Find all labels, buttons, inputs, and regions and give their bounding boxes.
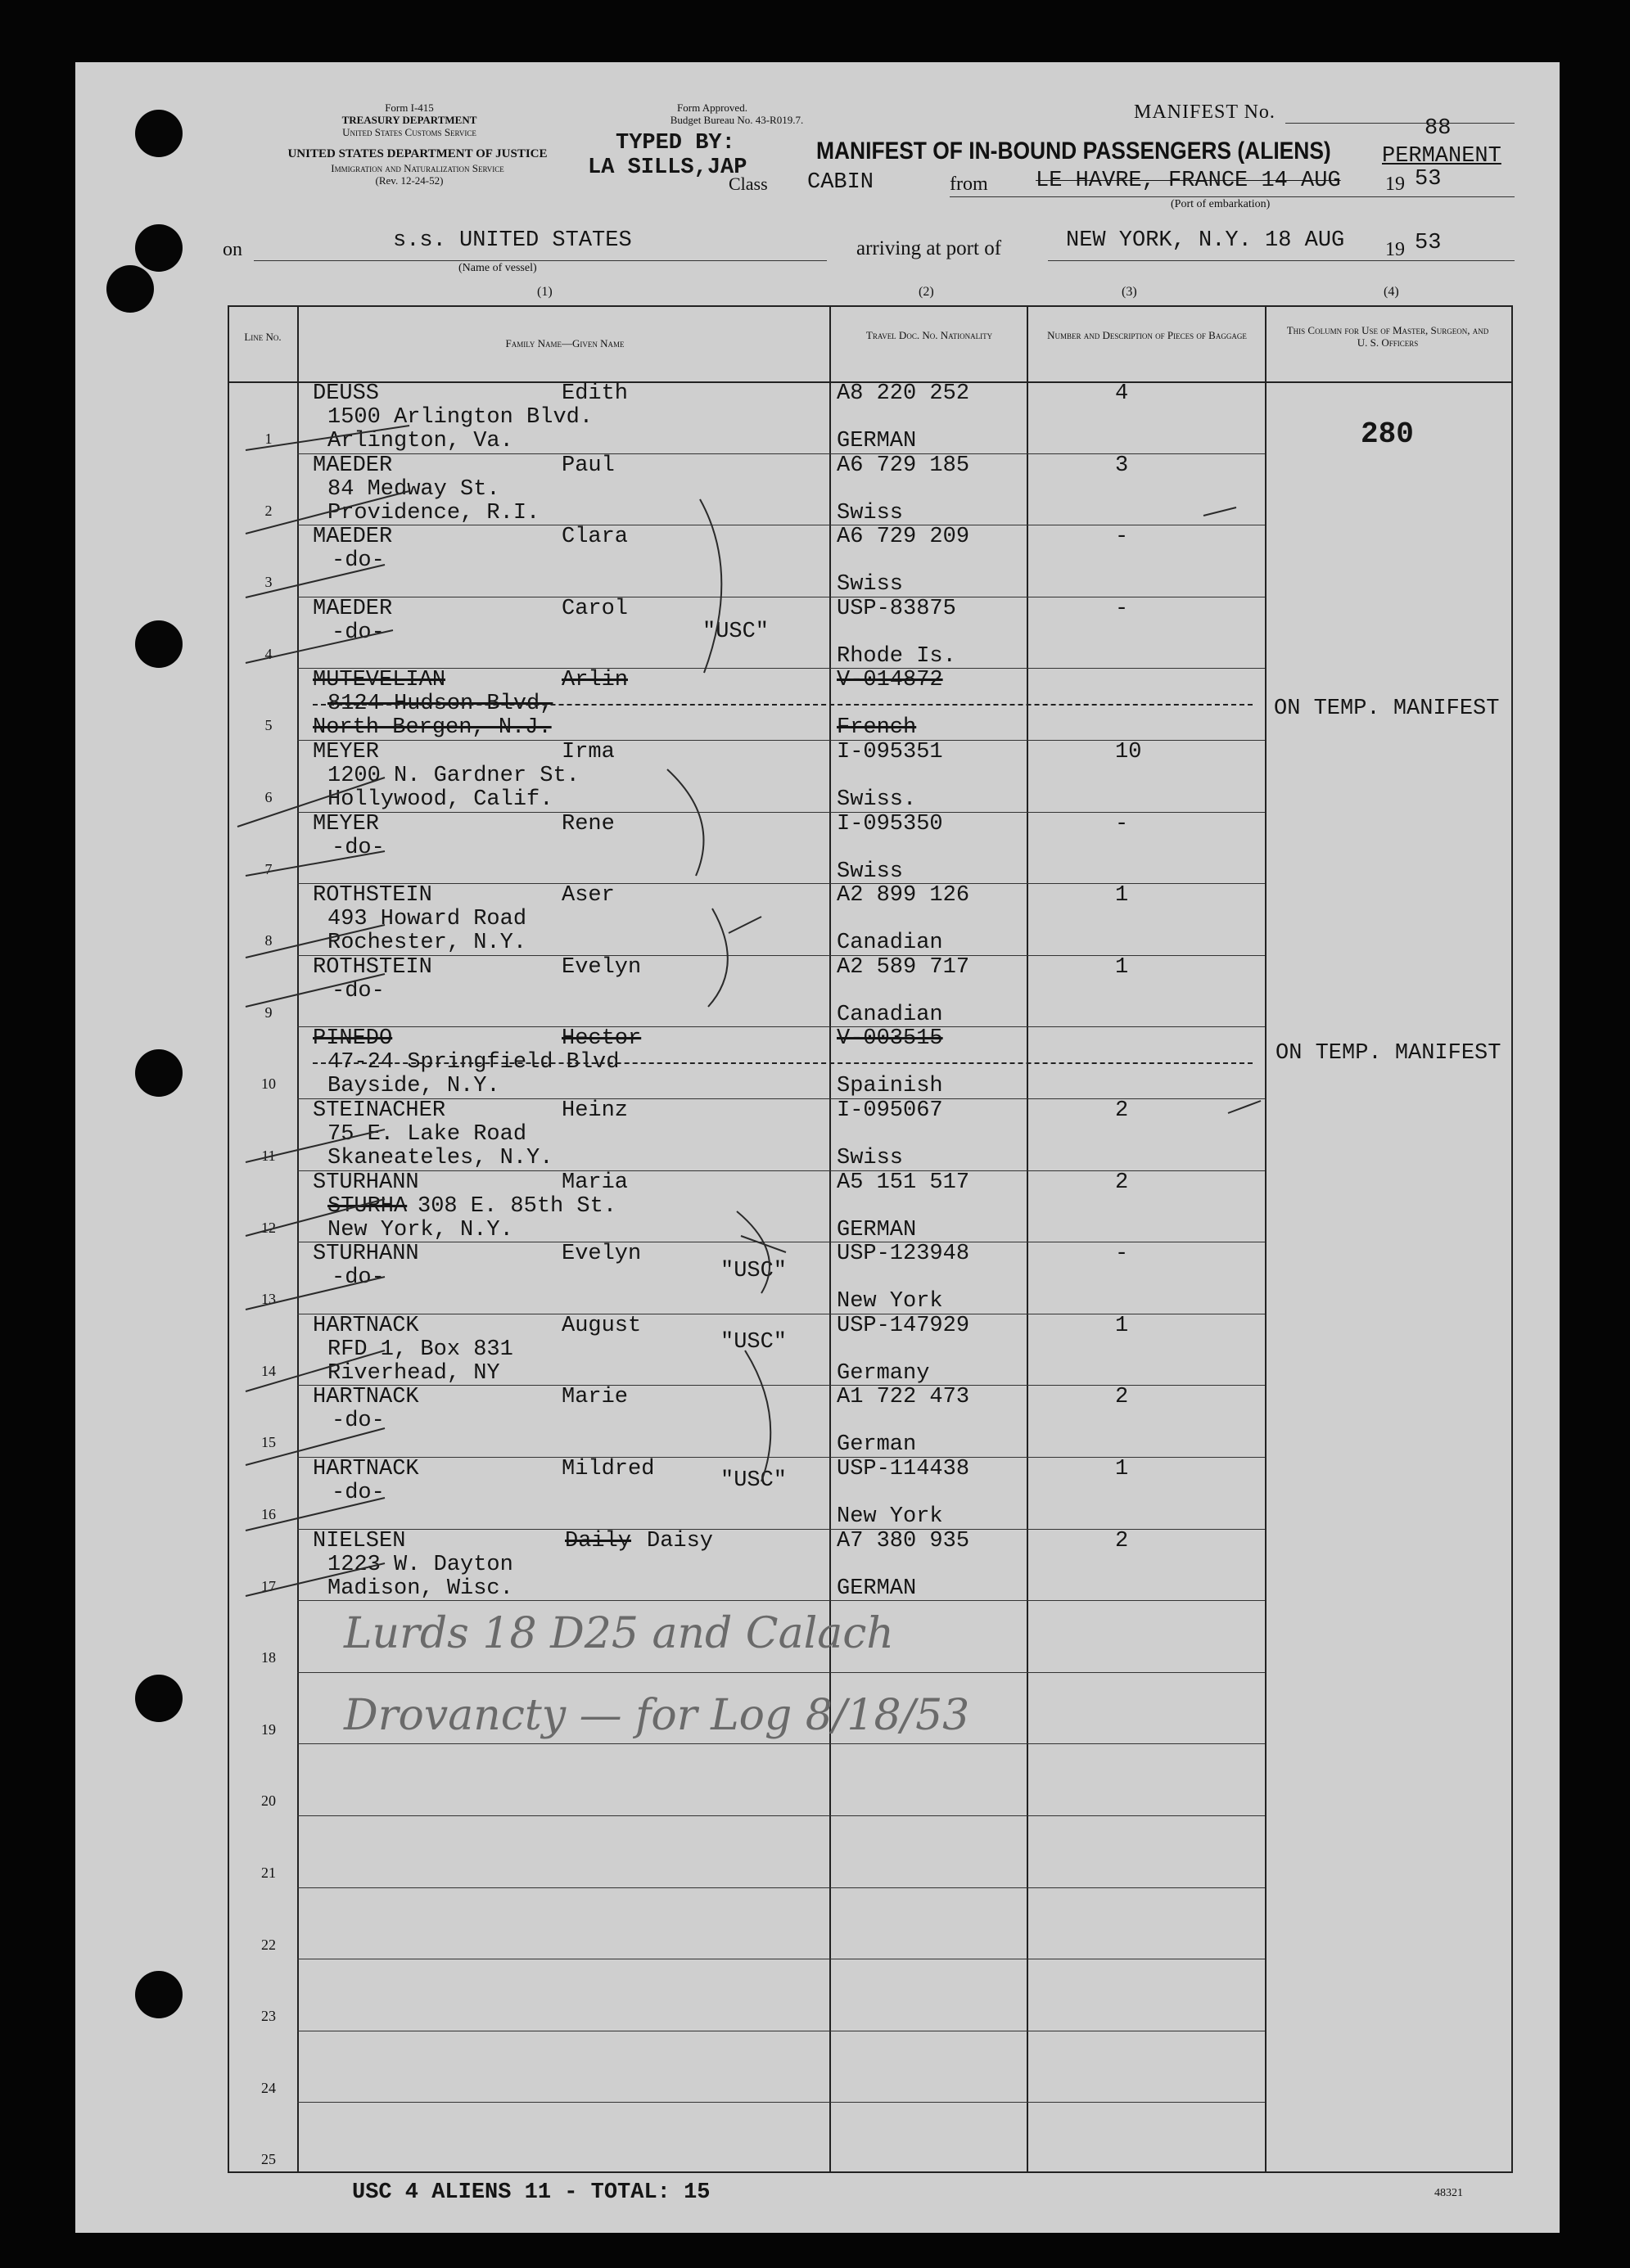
travel-doc-number: A6 729 185 xyxy=(837,453,970,478)
given-name: Edith xyxy=(562,381,629,406)
line-number: 9 xyxy=(264,1003,273,1021)
typist: LA SILLS,JAP xyxy=(588,156,747,180)
arrival-year: 53 xyxy=(1415,231,1442,255)
family-name: PINEDO xyxy=(313,1026,393,1052)
column-number-3: (3) xyxy=(1122,285,1137,299)
line-number: 8 xyxy=(264,932,273,949)
baggage-count: - xyxy=(1115,525,1129,550)
travel-doc-number: USP-83875 xyxy=(837,596,956,621)
line-number: 25 xyxy=(261,2151,276,2168)
travel-doc-number: USP-114438 xyxy=(837,1457,970,1481)
travel-doc-number: V-003515 xyxy=(837,1026,943,1052)
baggage-count: - xyxy=(1115,1242,1129,1267)
travel-doc-number: A1 722 473 xyxy=(837,1385,970,1410)
nationality: Swiss xyxy=(837,572,904,597)
given-name: Irma xyxy=(562,740,615,764)
nationality: New York xyxy=(837,1504,943,1529)
family-name: MAEDER xyxy=(313,453,393,478)
header-name: Family Name—Given Name xyxy=(505,337,625,349)
usc-tag: "USC" xyxy=(720,1259,788,1283)
usc-tag: "USC" xyxy=(702,620,770,644)
nationality: German xyxy=(837,1432,917,1458)
address-line-2: Rochester, N.Y. xyxy=(327,931,527,956)
permanent-label: PERMANENT xyxy=(1382,144,1501,169)
nationality: Canadian xyxy=(837,1002,943,1027)
address-line-1: 84 Medway St. xyxy=(327,476,500,502)
address-line-1: 1223 W. Dayton xyxy=(327,1552,513,1577)
address-line-1: -do- xyxy=(332,1409,385,1434)
line-number: 5 xyxy=(264,717,273,734)
line-number: 4 xyxy=(264,645,273,662)
address-line-1: 75 E. Lake Road xyxy=(327,1122,527,1147)
header-line-no: Line No. xyxy=(244,331,282,343)
address-line-2: Madison, Wisc. xyxy=(327,1576,513,1601)
address-line-2: Riverhead, NY xyxy=(327,1360,500,1386)
line-number: 1 xyxy=(264,431,273,447)
department-of-justice: UNITED STATES DEPARTMENT OF JUSTICE xyxy=(287,147,548,160)
line-number: 22 xyxy=(261,1936,276,1953)
baggage-count: - xyxy=(1115,811,1129,836)
line-number: 3 xyxy=(264,574,273,591)
vessel-name-label: (Name of vessel) xyxy=(458,262,537,274)
address-line-1: -do- xyxy=(332,1265,385,1291)
travel-doc-number: V-014872 xyxy=(837,668,943,693)
address-line-1: 308 E. 85th St. xyxy=(418,1193,617,1219)
baggage-count: 2 xyxy=(1115,1098,1129,1123)
handwritten-note: Drovancty — for Log 8/18/53 xyxy=(344,1691,970,1740)
line-number: 20 xyxy=(261,1792,276,1810)
address-line-1: -do- xyxy=(332,978,385,1003)
given-name: Evelyn xyxy=(562,1242,642,1267)
arriving-label: arriving at port of xyxy=(856,237,1002,259)
column-number-2: (2) xyxy=(919,285,934,299)
nationality: Germany xyxy=(837,1360,930,1386)
line-number: 6 xyxy=(264,789,273,805)
address-line-1: 8124 Hudson Blvd, xyxy=(327,692,553,717)
baggage-count: 2 xyxy=(1115,1528,1129,1553)
family-name: MAEDER xyxy=(313,596,393,621)
class-value: CABIN xyxy=(807,170,874,195)
from-label: from xyxy=(950,174,988,195)
vessel-name: s.s. UNITED STATES xyxy=(393,228,632,253)
family-name: MUTEVELIAN xyxy=(313,668,446,693)
given-name: Clara xyxy=(562,525,629,550)
manifest-number: 88 xyxy=(1425,116,1452,141)
given-name: Maria xyxy=(562,1170,629,1195)
address-line-2: New York, N.Y. xyxy=(327,1217,513,1242)
travel-doc-number: A2 899 126 xyxy=(837,883,970,909)
header-baggage: Number and Description of Pieces of Baggage xyxy=(1047,329,1247,341)
line-number: 23 xyxy=(261,2008,276,2025)
address-line-1: -do- xyxy=(332,835,385,860)
treasury-department: TREASURY DEPARTMENT xyxy=(341,114,477,126)
port-of-embarkation: LE HAVRE, FRANCE 14 AUG xyxy=(1036,169,1341,193)
family-name: ROTHSTEIN xyxy=(313,954,432,980)
typed-by-label: TYPED BY: xyxy=(616,131,735,156)
address-line-1: 1200 N. Gardner St. xyxy=(327,764,580,788)
embark-year: 53 xyxy=(1415,167,1442,192)
line-number: 12 xyxy=(261,1219,276,1236)
address-line-1: 493 Howard Road xyxy=(327,907,527,932)
address-struck: STURHA xyxy=(327,1193,408,1219)
given-name: Marie xyxy=(562,1385,629,1410)
given-name: Rene xyxy=(562,811,615,836)
travel-doc-number: A5 151 517 xyxy=(837,1170,970,1195)
line-number: 16 xyxy=(261,1506,276,1522)
given-name: Daisy xyxy=(647,1528,714,1553)
ins-label: Immigration and Naturalization Service xyxy=(331,162,504,174)
line-number: 18 xyxy=(261,1649,276,1666)
nationality: GERMAN xyxy=(837,429,917,453)
given-name: Aser xyxy=(562,883,615,909)
family-name: NIELSEN xyxy=(313,1528,406,1553)
nationality: Swiss xyxy=(837,859,904,884)
address-line-1: RFD 1, Box 831 xyxy=(327,1337,513,1362)
nationality: Canadian xyxy=(837,931,943,956)
line-number: 13 xyxy=(261,1291,276,1308)
line-number: 19 xyxy=(261,1720,276,1738)
usc-tag: "USC" xyxy=(720,1330,788,1355)
travel-doc-number: A6 729 209 xyxy=(837,525,970,550)
baggage-count: 1 xyxy=(1115,954,1129,980)
family-name: MEYER xyxy=(313,740,380,764)
header-travel-doc: Travel Doc. No. Nationality xyxy=(865,329,993,341)
arrival-year-prefix: 19 xyxy=(1385,239,1405,260)
line-number: 11 xyxy=(261,1148,276,1164)
arrival-port: NEW YORK, N.Y. 18 AUG xyxy=(1066,228,1345,253)
travel-doc-number: A2 589 717 xyxy=(837,954,970,980)
family-name: ROTHSTEIN xyxy=(313,883,432,909)
family-name: MAEDER xyxy=(313,525,393,550)
budget-bureau: Budget Bureau No. 43-R019.7. xyxy=(670,114,804,126)
nationality: Rhode Is. xyxy=(837,643,956,669)
nationality: Spainish xyxy=(837,1074,943,1099)
family-name: HARTNACK xyxy=(313,1457,419,1481)
family-name: HARTNACK xyxy=(313,1385,419,1410)
line-number: 24 xyxy=(261,2079,276,2096)
family-name: MEYER xyxy=(313,811,380,836)
handwritten-note: Lurds 18 D25 and Calach xyxy=(344,1609,894,1658)
nationality: Swiss. xyxy=(837,787,917,812)
manifest-title: MANIFEST OF IN-BOUND PASSENGERS (ALIENS) xyxy=(816,138,1331,165)
address-line-1: -do- xyxy=(332,548,385,574)
nationality: GERMAN xyxy=(837,1576,917,1601)
baggage-count: 1 xyxy=(1115,883,1129,909)
manifest-number-label: MANIFEST No. xyxy=(1134,101,1276,123)
column-number-1: (1) xyxy=(537,285,553,299)
form-revision: (Rev. 12-24-52) xyxy=(375,174,444,187)
travel-doc-number: I-095067 xyxy=(837,1098,943,1123)
line-number: 2 xyxy=(264,502,273,519)
travel-doc-number: I-095351 xyxy=(837,740,943,764)
form-number: Form I-415 xyxy=(385,101,434,114)
travel-doc-number: A7 380 935 xyxy=(837,1528,970,1553)
baggage-count: - xyxy=(1115,596,1129,621)
baggage-count: 4 xyxy=(1115,381,1129,406)
line-number: 14 xyxy=(261,1362,276,1379)
on-label: on xyxy=(223,239,242,260)
line-number: 7 xyxy=(264,860,273,877)
address-line-1: 47-24 Springfield Blvd xyxy=(327,1050,620,1075)
line-number: 17 xyxy=(261,1577,276,1594)
address-line-1: -do- xyxy=(332,620,385,645)
address-line-2: Skaneateles, N.Y. xyxy=(327,1146,553,1170)
address-line-1: 1500 Arlington Blvd. xyxy=(327,405,594,430)
nationality: GERMAN xyxy=(837,1217,917,1242)
family-name: DEUSS xyxy=(313,381,380,406)
line-number: 10 xyxy=(261,1075,276,1093)
family-name: STEINACHER xyxy=(313,1098,446,1123)
address-line-2: Providence, R.I. xyxy=(327,500,540,525)
header-officers: This Column for Use of Master, Surgeon, and U. S. Officers xyxy=(1286,324,1489,349)
column-number-4: (4) xyxy=(1384,285,1399,299)
given-name: Evelyn xyxy=(562,954,642,980)
address-line-2: North Bergen, N.J. xyxy=(313,715,552,741)
baggage-count: 2 xyxy=(1115,1170,1129,1195)
travel-doc-number: A8 220 252 xyxy=(837,381,970,406)
nationality: Swiss xyxy=(837,500,904,525)
travel-doc-number: USP-147929 xyxy=(837,1313,970,1338)
travel-doc-number: I-095350 xyxy=(837,811,943,836)
nationality: New York xyxy=(837,1289,943,1314)
form-code: 48321 xyxy=(1434,2187,1463,2199)
baggage-count: 2 xyxy=(1115,1385,1129,1410)
given-name-struck: Daily xyxy=(565,1528,632,1553)
given-name: Paul xyxy=(562,453,615,478)
travel-doc-number: USP-123948 xyxy=(837,1242,970,1267)
nationality: French xyxy=(837,715,917,741)
address-line-2: Hollywood, Calif. xyxy=(327,787,553,812)
customs-service: United States Customs Service xyxy=(342,126,476,138)
temp-manifest-note: ON TEMP. MANIFEST xyxy=(1276,1041,1501,1066)
address-line-1: -do- xyxy=(332,1481,385,1505)
baggage-count: 1 xyxy=(1115,1457,1129,1481)
given-name: Arlin xyxy=(562,668,629,693)
family-name: STURHANN xyxy=(313,1170,419,1195)
baggage-count: 10 xyxy=(1115,740,1142,764)
baggage-count: 1 xyxy=(1115,1313,1129,1338)
family-name: STURHANN xyxy=(313,1242,419,1267)
form-approved: Form Approved. xyxy=(677,101,747,114)
nationality: Swiss xyxy=(837,1146,904,1170)
totals-line: USC 4 ALIENS 11 - TOTAL: 15 xyxy=(352,2180,711,2205)
officer-number: 280 xyxy=(1361,417,1414,451)
port-of-embarkation-label: (Port of embarkation) xyxy=(1171,198,1271,210)
given-name: Hector xyxy=(562,1026,642,1052)
baggage-count: 3 xyxy=(1115,453,1129,478)
line-number: 15 xyxy=(261,1434,276,1451)
given-name: Heinz xyxy=(562,1098,629,1123)
usc-tag: "USC" xyxy=(720,1468,788,1493)
temp-manifest-note: ON TEMP. MANIFEST xyxy=(1274,697,1500,721)
family-name: HARTNACK xyxy=(313,1313,419,1338)
embark-year-prefix: 19 xyxy=(1385,174,1405,195)
given-name: Carol xyxy=(562,596,629,621)
class-label: Class xyxy=(729,174,768,194)
line-number: 21 xyxy=(261,1864,276,1881)
given-name: August xyxy=(562,1313,642,1338)
address-line-2: Arlington, Va. xyxy=(327,429,513,453)
address-line-2: Bayside, N.Y. xyxy=(327,1074,500,1099)
given-name: Mildred xyxy=(562,1457,655,1481)
